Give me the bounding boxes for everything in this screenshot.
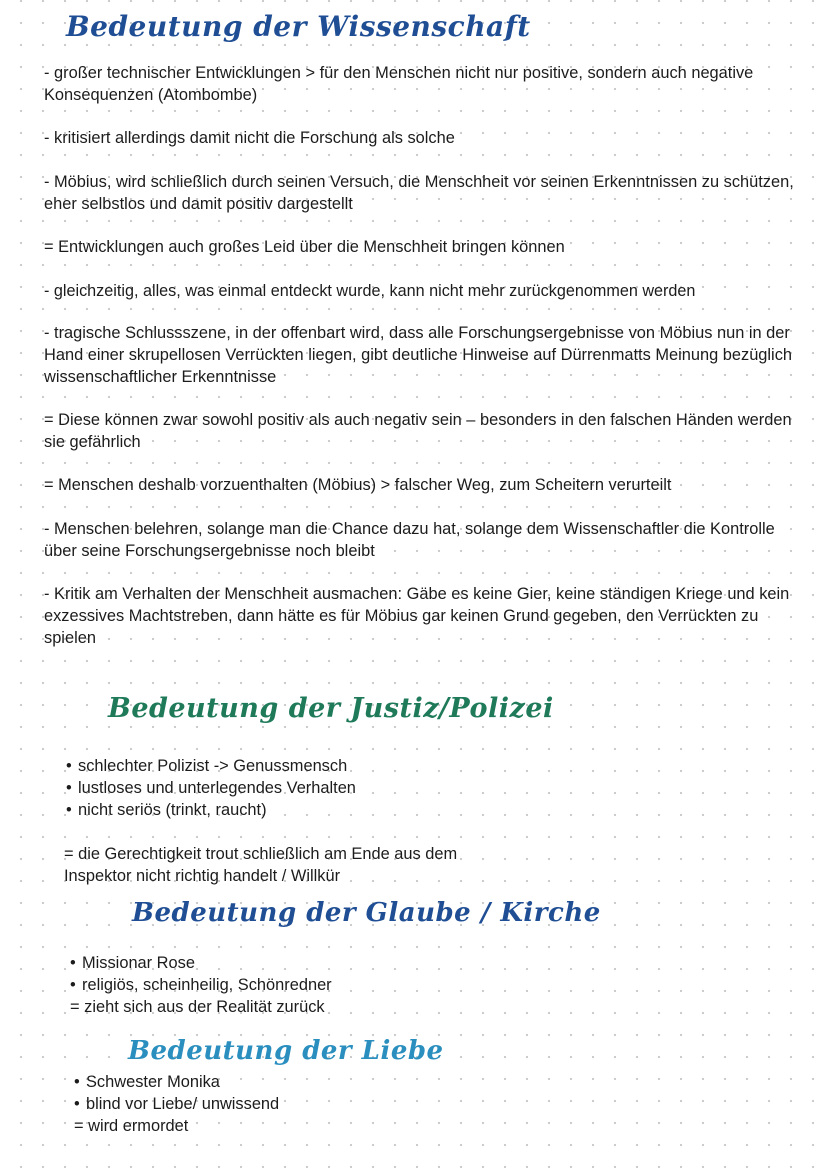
- glaube-list: [70, 952, 332, 996]
- heading-wissenschaft: Bedeutung der Wissenschaft: [66, 10, 531, 43]
- list-item: • religiös, scheinheilig, Schönredner: [70, 974, 332, 996]
- list-item: • Schwester Monika: [74, 1071, 279, 1093]
- justiz-list: [66, 755, 356, 821]
- heading-liebe: Bedeutung der Liebe: [128, 1036, 444, 1066]
- paragraph: - großer technischer Entwicklungen > für den Menschen nicht nur positive, sondern auch negative Konsequenzen (Atombombe): [44, 64, 754, 104]
- paragraph: - Menschen belehren, solange man die Chance dazu hat, solange dem Wissenschaftler die Kontrolle über seine Forschungsergebnisse noch bleibt: [44, 520, 775, 560]
- liebe-list: [74, 1071, 279, 1115]
- justiz-conclusion-line-1: = die Gerechtigkeit trout schließlich am Ende aus dem: [64, 845, 458, 863]
- list-item: • schlechter Polizist -> Genussmensch: [66, 755, 356, 777]
- heading-justiz: Bedeutung der Justiz/Polizei: [108, 693, 554, 724]
- list-item: • nicht seriös (trinkt, raucht): [66, 799, 356, 821]
- paragraph: - tragische Schlussszene, in der offenbart wird, dass alle Forschungsergebnisse von Möbius nun in der Hand einer skrupellosen Verrückten liegen, gibt deutliche Hinweise auf Dürrenmatts Meinung bezüglich wissenschaftlicher Erkenntnisse: [44, 324, 793, 386]
- justiz-conclusion: [64, 843, 457, 887]
- paragraph: - Kritik am Verhalten der Menschheit ausmachen: Gäbe es keine Gier, keine ständigen Kriege und kein exzessives Machtstreben, dann hätte es für Möbius gar keinen Grund gegeben, den Verrückten zu spielen: [44, 585, 790, 647]
- paragraph: - Möbius, wird schließlich durch seinen Versuch, die Menschheit vor seinen Erkenntnissen zu schützen, eher selbstlos und damit positiv dargestellt: [44, 173, 794, 213]
- paragraph: = Entwicklungen auch großes Leid über die Menschheit bringen können: [44, 238, 565, 256]
- list-item: • blind vor Liebe/ unwissend: [74, 1093, 279, 1115]
- liebe-conclusion: = wird ermordet: [74, 1117, 189, 1135]
- paragraph: = Menschen deshalb vorzuenthalten (Möbius) > falscher Weg, zum Scheitern verurteilt: [44, 476, 672, 494]
- justiz-conclusion-line-2: Inspektor nicht richtig handelt / Willkür: [64, 867, 341, 885]
- paragraph: - kritisiert allerdings damit nicht die Forschung als solche: [44, 129, 455, 147]
- list-item: • Missionar Rose: [70, 952, 332, 974]
- glaube-conclusion: = zieht sich aus der Realität zurück: [70, 998, 325, 1016]
- heading-glaube: Bedeutung der Glaube / Kirche: [132, 898, 601, 928]
- paragraph: = Diese können zwar sowohl positiv als auch negativ sein – besonders in den falschen Händen werden sie gefährlich: [44, 411, 792, 451]
- paragraph: - gleichzeitig, alles, was einmal entdeckt wurde, kann nicht mehr zurückgenommen werden: [44, 282, 696, 300]
- list-item: • lustloses und unterlegendes Verhalten: [66, 777, 356, 799]
